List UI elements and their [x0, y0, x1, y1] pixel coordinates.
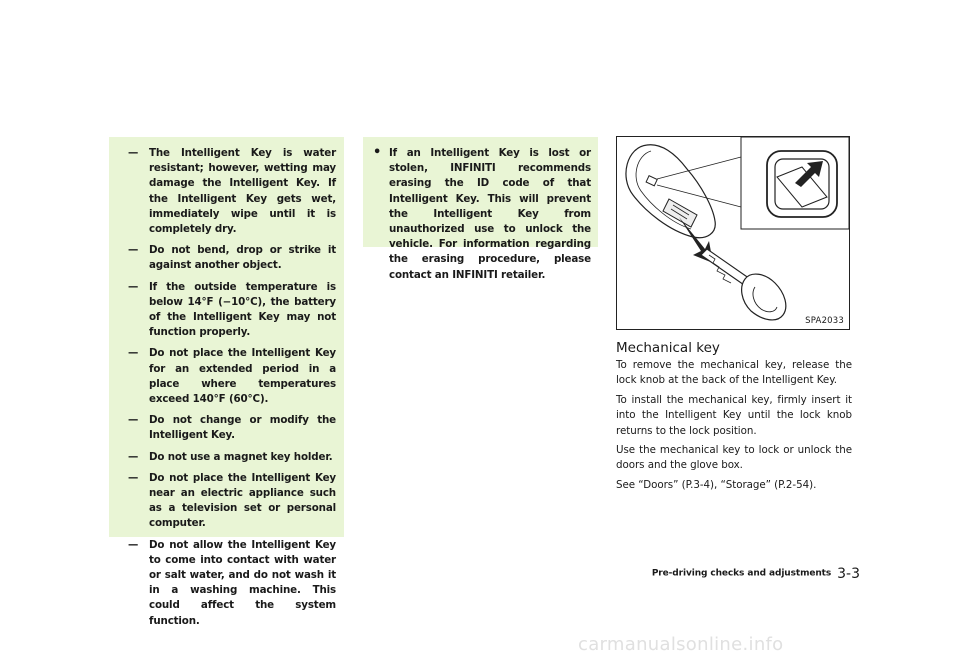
caution-list-right [373, 146, 591, 289]
caution-text: If an Intelligent Key is lost or stolen, INFINITI recommends erasing the ID code of that Intelligent Key. This will prevent the Intelligent Key from unauthorized use to unlock the vehicle. For information regarding the erasing procedure, please contact an INFINITI retailer. [389, 147, 591, 281]
paragraph: To remove the mechanical key, release the lock knob at the back of the Intelligent Key. [616, 359, 852, 387]
caution-box-left [109, 137, 344, 627]
caution-text: Do not change or modify the Intelligent Key. [149, 414, 336, 442]
caution-item [125, 450, 336, 465]
page-number: 3-3 [837, 565, 860, 582]
caution-item [125, 346, 336, 407]
caution-item [125, 243, 336, 273]
dash-marker: — [128, 147, 139, 159]
caution-text: Do not use a magnet key holder. [149, 450, 333, 463]
paragraph: See “Doors” (P.3-4), “Storage” (P.2-54). [616, 478, 817, 491]
paragraph: Use the mechanical key to lock or unlock the doors and the glove box. [616, 444, 852, 472]
page-footer [620, 563, 860, 582]
mechanical-key-head [742, 274, 786, 320]
caution-item [125, 280, 336, 341]
dash-marker: — [128, 538, 139, 551]
caution-item [125, 471, 336, 532]
dash-marker: — [128, 414, 139, 427]
caution-item [125, 146, 336, 237]
caution-item [125, 413, 336, 443]
figure-code: SPA2033 [805, 316, 844, 326]
mechanical-key-figure [616, 136, 850, 330]
caution-text: The Intelligent Key is water resistant; however, wetting may damage the Intelligent Key. If the Intelligent Key gets wet, immediately wipe until it is completely dry. [149, 147, 336, 236]
dash-marker: — [128, 244, 139, 257]
section-body [616, 358, 852, 497]
caution-item [373, 146, 591, 283]
caution-text: Do not bend, drop or strike it against another object. [149, 244, 336, 272]
caution-text: Do not place the Intelligent Key near an electric appliance such as a television set or personal computer. [149, 471, 336, 530]
caution-text: Do not allow the Intelligent Key to come into contact with water or salt water, and do not wash it in a washing machine. This could affect the system function. [149, 538, 336, 627]
bullet-marker: • [373, 145, 382, 160]
footer-section-label: Pre-driving checks and adjustments [651, 568, 832, 579]
key-fob-body [626, 145, 715, 238]
watermark: carmanualsonline.info [578, 634, 784, 655]
caution-text: If the outside temperature is below 14°F (−10°C), the battery of the Intelligent Key may not function properly. [149, 280, 336, 339]
caution-item [125, 538, 336, 629]
caution-text: Do not place the Intelligent Key for an extended period in a place where temperatures exceed 140°F (60°C). [149, 347, 336, 406]
dash-marker: — [128, 450, 139, 463]
dash-marker: — [128, 347, 139, 360]
paragraph: To install the mechanical key, firmly insert it into the Intelligent Key until the lock knob returns to the lock position. [616, 393, 852, 437]
intelligent-key-illustration [617, 137, 849, 329]
caution-list-left [125, 146, 336, 635]
section-title: Mechanical key [616, 340, 720, 356]
dash-marker: — [128, 471, 139, 484]
dash-marker: — [128, 280, 139, 293]
caution-box-right [363, 137, 598, 281]
